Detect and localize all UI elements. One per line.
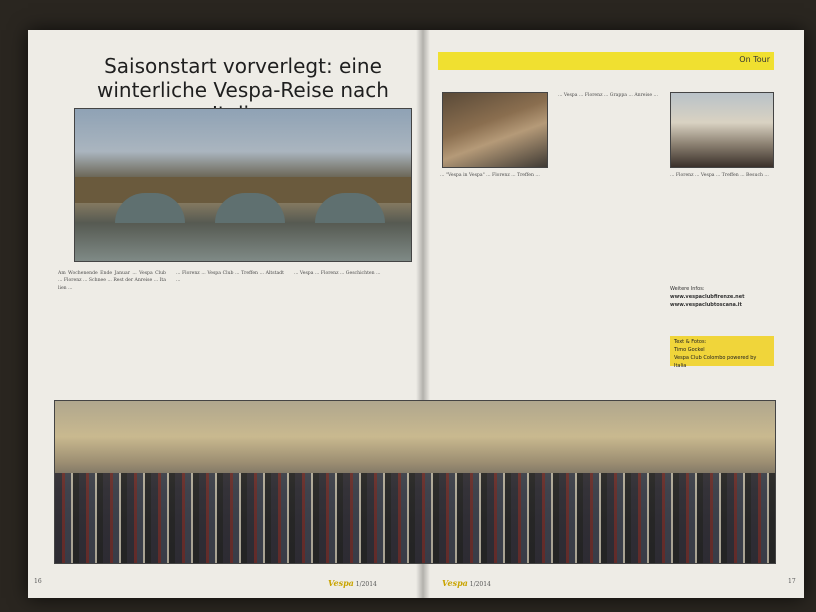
page-number-left: 16 xyxy=(34,578,42,585)
links-heading: Weitere Infos: xyxy=(670,286,705,292)
article-column-6: ... Florenz ... Vespa ... Treffen ... Besuch ... xyxy=(670,173,769,178)
magazine-logo: Vespa xyxy=(442,578,468,588)
magazine-spread xyxy=(28,30,804,598)
author-credit-box xyxy=(670,336,774,369)
web-links xyxy=(670,285,774,309)
section-label: On Tour xyxy=(739,55,770,64)
headline-line-1: Saisonstart vorverlegt: eine xyxy=(104,54,382,78)
page-number-right: 17 xyxy=(788,578,796,585)
florence-church-photo xyxy=(670,92,774,168)
florence-bridge-photo xyxy=(74,108,412,262)
article-column-1: Am Wochenende Ende Januar ... Vespa Club ... Florenz ... Schnee ... Rest der Anreise ... Italien ... xyxy=(58,271,166,291)
footer-right xyxy=(442,578,491,588)
article-column-5: ... Vespa ... Florenz ... Grappa ... Anreise ... xyxy=(558,93,658,98)
credit-author: Timo Gockel xyxy=(674,347,705,353)
article-column-3: ... Vespa ... Florenz ... Geschichten ... xyxy=(294,271,381,276)
vespa-garage-photo xyxy=(442,92,548,168)
section-bar xyxy=(438,52,774,70)
web-link-1[interactable]: www.vespaclubfirenze.net xyxy=(670,294,745,300)
article-column-2: ... Florenz ... Vespa Club ... Treffen ... Altstadt ... xyxy=(176,271,284,284)
credit-label: Text & Fotos: xyxy=(674,339,707,345)
article-column-4: ... "Vespa in Vespa" ... Florenz ... Treffen ... xyxy=(440,173,540,178)
headline-line-2: winterliche Vespa-Reise nach xyxy=(97,78,389,102)
web-link-2[interactable]: www.vespaclubtoscana.it xyxy=(670,302,742,308)
footer-left xyxy=(328,578,377,588)
issue-left: 1/2014 xyxy=(355,581,377,588)
magazine-logo: Vespa xyxy=(328,578,354,588)
credit-club: Vespa Club Colombo powered by Italia xyxy=(674,355,757,369)
crowd-shape xyxy=(55,473,775,563)
vespa-crowd-photo xyxy=(54,400,776,564)
issue-right: 1/2014 xyxy=(469,581,491,588)
